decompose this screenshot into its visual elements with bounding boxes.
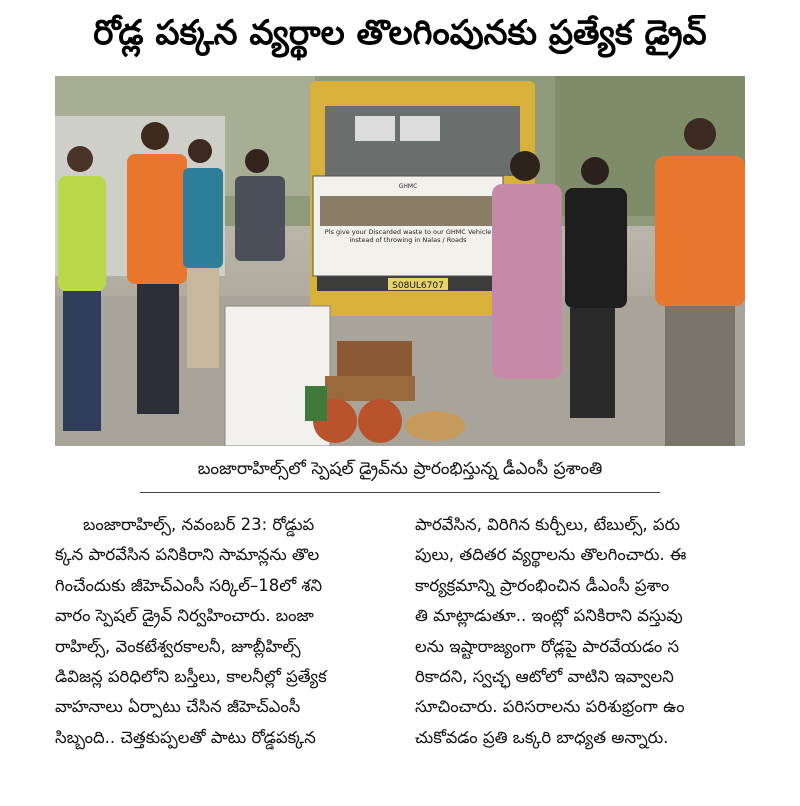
person-orange-vest-2 — [655, 118, 745, 446]
article-line: రికాదని, స్వచ్ఛ ఆటోలో వాటిని ఇవ్వాలని — [415, 667, 674, 687]
person-woman-pink — [492, 151, 562, 379]
article-line: కార్యక్రమాన్ని ప్రారంభించిన డీఎంసీ ప్రశాం — [415, 575, 670, 595]
person-green-vest — [58, 146, 106, 431]
person-blue-shirt — [183, 139, 223, 368]
article-line: క్కన పారవేసిన పనికిరాని సామాన్లను తొల — [55, 545, 320, 565]
article-line: బంజారాహిల్స్, నవంబర్ 23: రోడ్డుప — [83, 515, 315, 534]
article-line: వారం స్పెషల్ డ్రైవ్ నిర్వహించారు. బంజా — [55, 606, 314, 626]
awareness-banner — [313, 176, 503, 276]
article-line: పారవేసిన, విరిగిన కుర్చీలు, టేబుల్స్, పరు — [415, 515, 681, 534]
article-column-left — [55, 510, 390, 753]
news-photo — [55, 76, 745, 446]
article-line: లను ఇష్టారాజ్యంగా రోడ్లపై పారవేయడం స — [415, 636, 680, 656]
photo-caption: బంజారాహిల్స్‌లో స్పెషల్ డ్రైవ్‌ను ప్రారంభిస్తున్న డీఎంసీ ప్రశాంతి — [197, 459, 603, 479]
article-line: వాహనాలు ఏర్పాటు చేసిన జీహెచ్‌ఎంసీ — [55, 697, 301, 717]
article-line: సూచించారు. పరిసరాలను పరిశుభ్రంగా ఉం — [415, 697, 685, 717]
headline: రోడ్ల పక్కన వ్యర్థాల తొలగింపునకు ప్రత్యేక డ్రైవ్ — [93, 13, 707, 53]
article-line: గించేందుకు జీహెచ్‌ఎంసీ సర్కిల్–18లో శని — [55, 575, 323, 595]
article-line: రాహిల్స్, వెంకటేశ్వరకాలనీ, జూబ్లీహిల్స్ — [55, 636, 301, 656]
article-line: పులు, తదితర వ్యర్థాలను తొలగించారు. ఈ — [415, 545, 687, 565]
article-column-right — [415, 510, 745, 753]
caption-divider — [140, 492, 660, 493]
number-plate: S08UL6707 — [392, 281, 444, 291]
article-line: చుకోవడం ప్రతి ఒక్కరి బాధ్యత అన్నారు. — [415, 727, 669, 747]
article-line: సిబ్బంది.. చెత్తకుప్పలతో పాటు రోడ్డపక్కన — [55, 727, 316, 747]
article-line: తి మాట్లాడుతూ.. ఇంట్లో పనికిరాని వస్తువు — [415, 606, 683, 626]
banner-text: Pls give your Discarded waste to our GHMC Vehicle instead of throwing in Nalas / Roads — [324, 228, 492, 244]
article-line: డివిజన్ల పరిధిలోని బస్తీలు, కాలనీల్లో ప్రత్యేక — [55, 667, 327, 687]
svg-text:GHMC: GHMC — [398, 183, 418, 190]
